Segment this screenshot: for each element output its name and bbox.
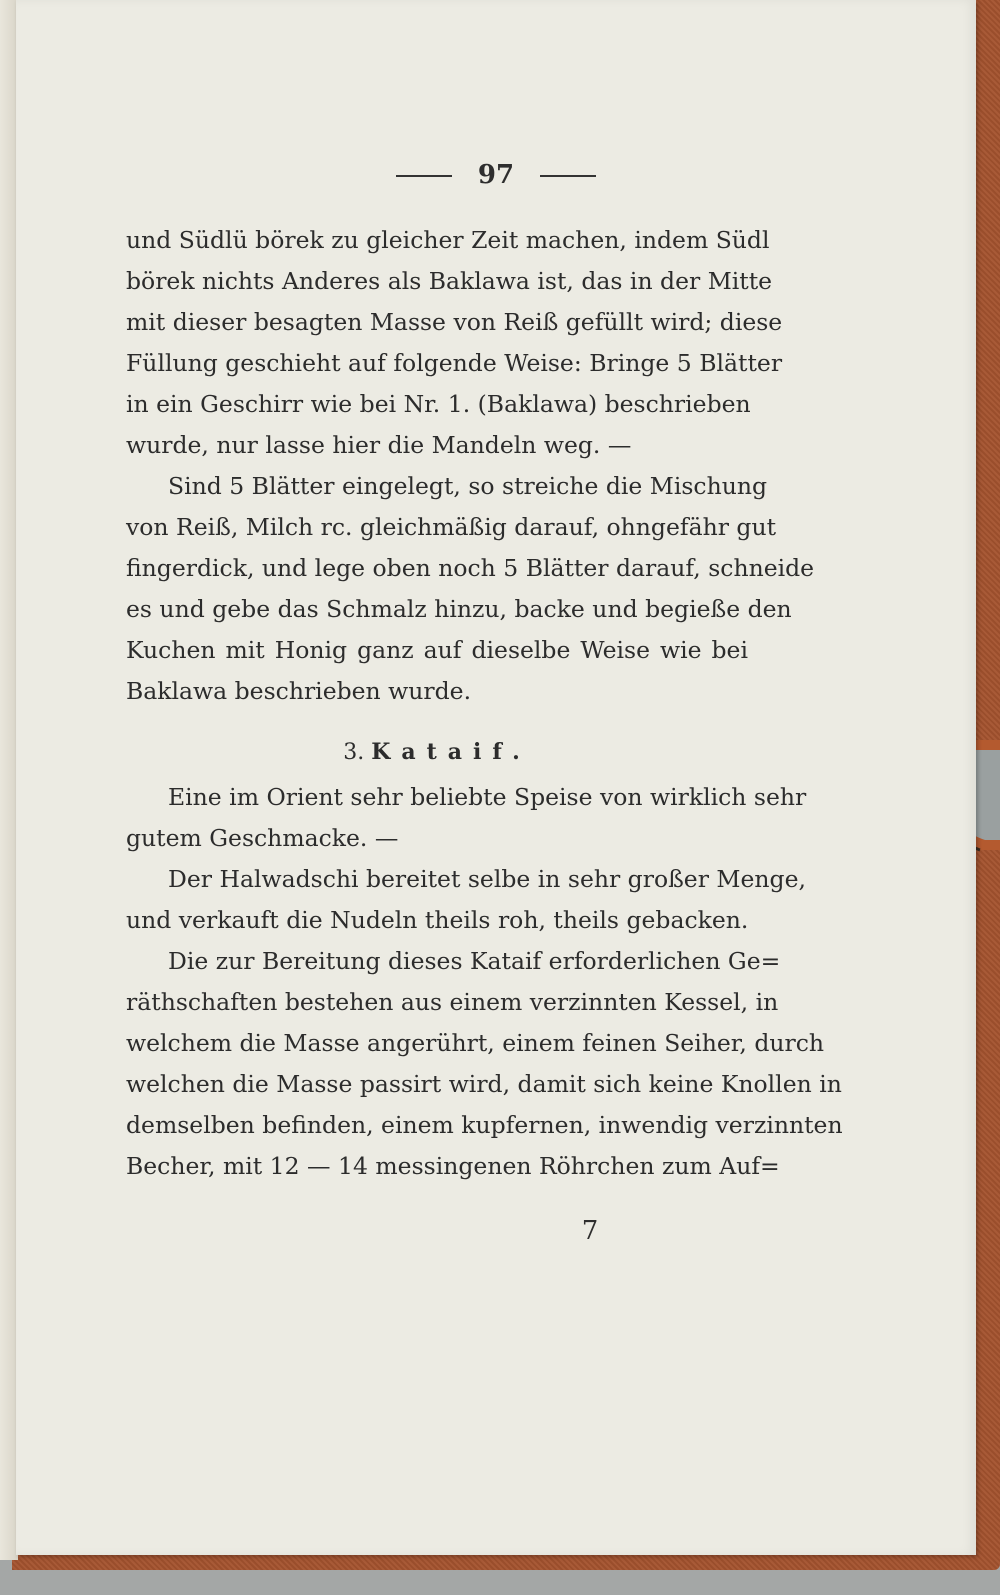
text-line: und verkauft die Nudeln theils roh, theils gebacken. <box>126 906 749 934</box>
text-line: welchen die Masse passirt wird, damit sich keine Knollen in <box>126 1070 842 1098</box>
text-line: räthschaften bestehen aus einem verzinnten Kessel, in <box>126 988 779 1016</box>
text-line: es und gebe das Schmalz hinzu, backe und begieße den <box>126 595 792 623</box>
section-number: 3. <box>343 740 365 765</box>
text-line: Kuchen mit Honig ganz auf dieselbe Weise wie bei <box>126 636 748 664</box>
section-title: Kataif. <box>371 739 531 765</box>
text-line: welchem die Masse angerührt, einem feinen Seiher, durch <box>126 1029 825 1057</box>
body-text <box>126 220 843 1187</box>
page-number: 97 <box>477 160 515 190</box>
header-rule-left <box>396 175 452 177</box>
text-line: Die zur Bereitung dieses Kataif erforderlichen Ge= <box>168 947 781 975</box>
text-line: Becher, mit 12 — 14 messingenen Röhrchen zum Auf= <box>126 1152 780 1180</box>
page-header <box>16 160 976 190</box>
text-line: Der Halwadschi bereitet selbe in sehr großer Menge, <box>168 865 806 893</box>
text-line: Eine im Orient sehr beliebte Speise von wirklich sehr <box>168 783 807 811</box>
text-line: wurde, nur lasse hier die Mandeln weg. — <box>126 431 632 459</box>
section-heading <box>126 732 748 773</box>
text-line: börek nichts Anderes als Baklawa ist, das in der Mitte <box>126 267 773 295</box>
text-line: gutem Geschmacke. — <box>126 824 399 852</box>
text-line: Sind 5 Blätter eingelegt, so streiche die Mischung <box>168 472 768 500</box>
text-line: fingerdick, und lege oben noch 5 Blätter darauf, schneide <box>126 554 815 582</box>
text-line: und Südlü börek zu gleicher Zeit machen, indem Südl <box>126 226 770 254</box>
text-line: Füllung geschieht auf folgende Weise: Bringe 5 Blätter <box>126 349 783 377</box>
signature-mark: 7 <box>581 1216 599 1246</box>
header-rule-right <box>540 175 596 177</box>
text-line: demselben befinden, einem kupfernen, inwendig verzinnten <box>126 1111 843 1139</box>
text-line: mit dieser besagten Masse von Reiß gefüllt wird; diese <box>126 308 783 336</box>
text-line: von Reiß, Milch rc. gleichmäßig darauf, ohngefähr gut <box>126 513 777 541</box>
text-line: in ein Geschirr wie bei Nr. 1. (Baklawa) beschrieben <box>126 390 751 418</box>
text-line: Baklawa beschrieben wurde. <box>126 677 472 705</box>
